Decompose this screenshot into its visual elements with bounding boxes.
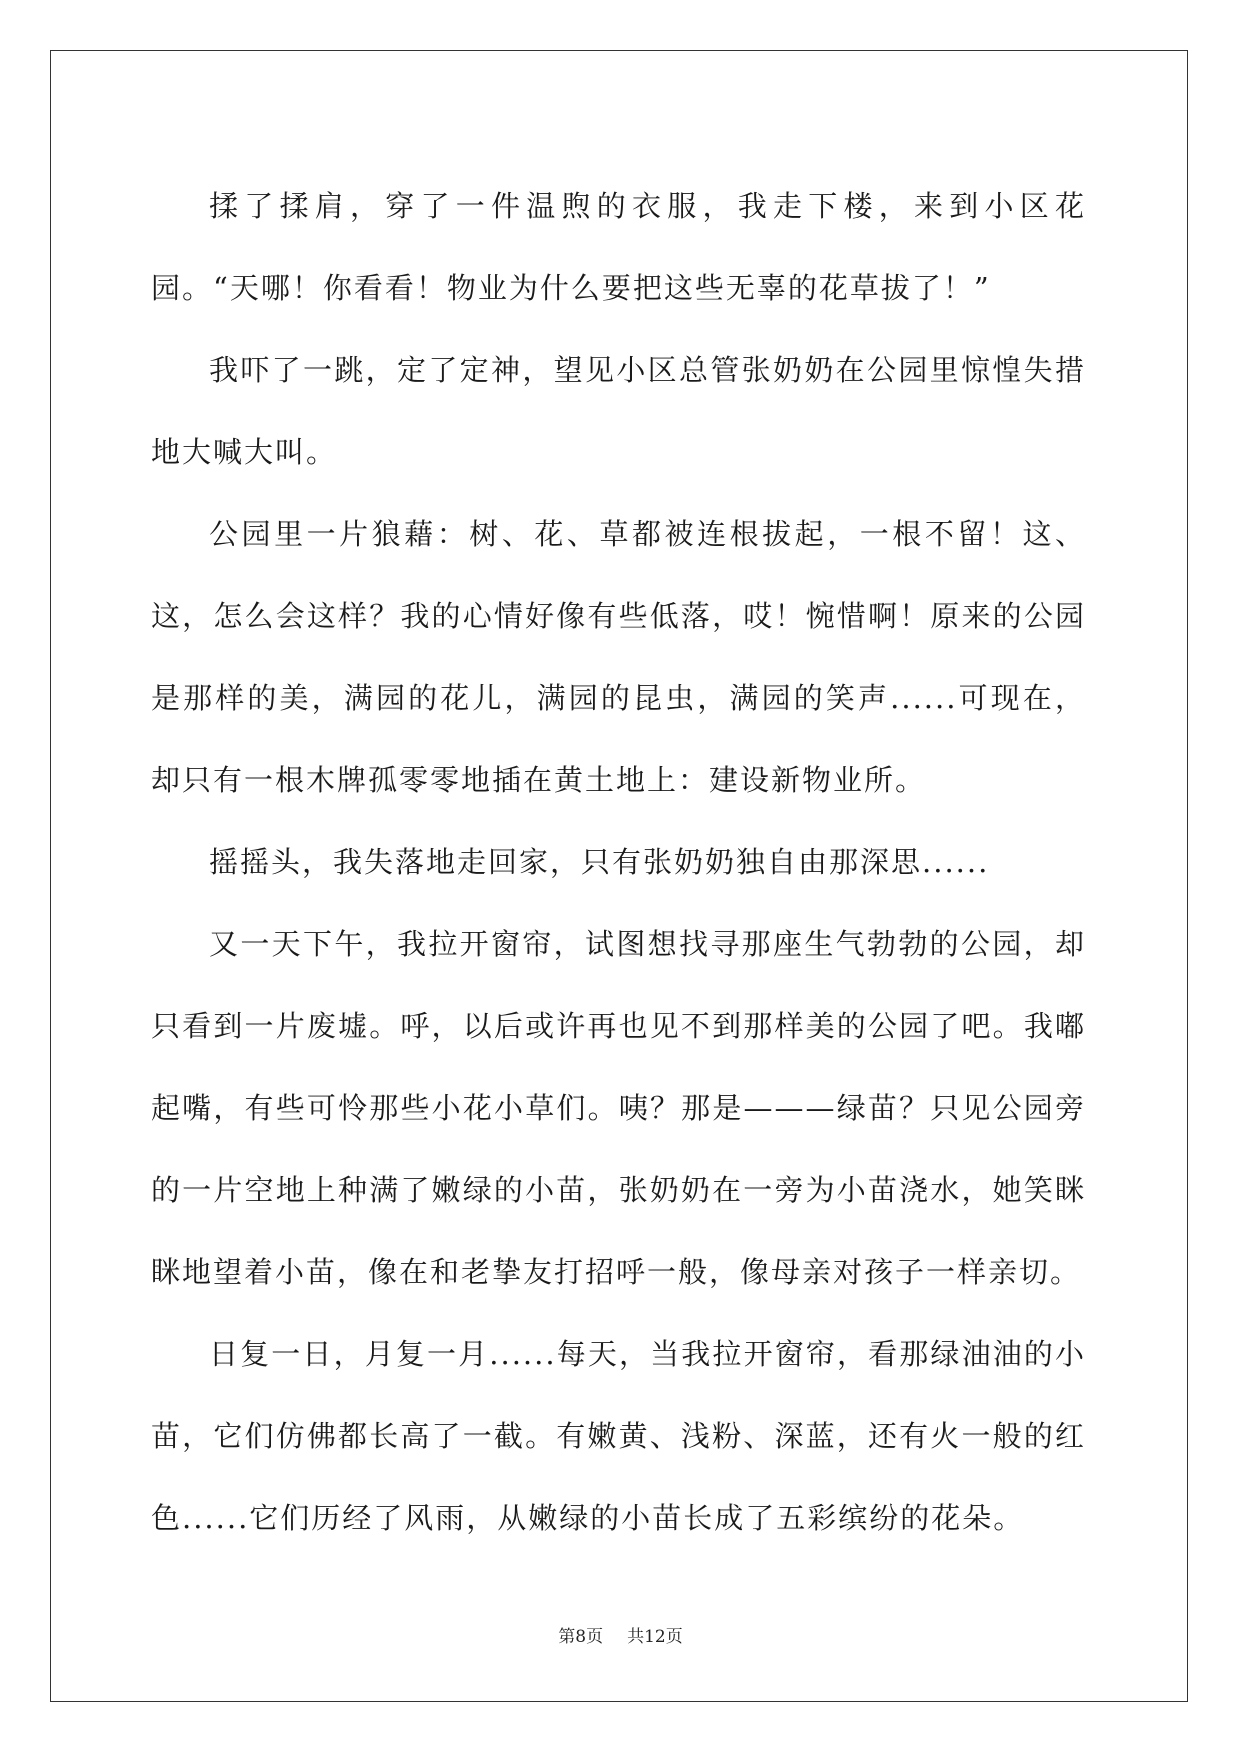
paragraph: 公园里一片狼藉：树、花、草都被连根拔起，一根不留！这、这，怎么会这样？我的心情好像有些低落，哎！惋惜啊！原来的公园是那样的美，满园的花儿，满园的昆虫，满园的笑声......可现在，却只有一根木牌孤零零地插在黄土地上：建设新物业所。	[151, 517, 1086, 797]
paragraph: 揉了揉肩，穿了一件温煦的衣服，我走下楼，来到小区花园。“天哪！你看看！物业为什么要把这些无辜的花草拔了！”	[151, 189, 1086, 305]
paragraph: 又一天下午，我拉开窗帘，试图想找寻那座生气勃勃的公园，却只看到一片废墟。呼，以后或许再也见不到那样美的公园了吧。我嘟起嘴，有些可怜那些小花小草们。咦？那是———绿苗？只见公园旁的一片空地上种满了嫩绿的小苗，张奶奶在一旁为小苗浇水，她笑眯眯地望着小苗，像在和老挚友打招呼一般，像母亲对孩子一样亲切。	[151, 927, 1086, 1289]
paragraph: 摇摇头，我失落地走回家，只有张奶奶独自由那深思......	[209, 845, 990, 879]
page-total: 共12页	[627, 1627, 683, 1647]
page-footer	[0, 1622, 1241, 1647]
paragraph: 日复一日，月复一月......每天，当我拉开窗帘，看那绿油油的小苗，它们仿佛都长高了一截。有嫩黄、浅粉、深蓝，还有火一般的红色......它们历经了风雨，从嫩绿的小苗长成了五彩缤纷的花朵。	[151, 1337, 1086, 1535]
document-body	[151, 165, 1086, 1559]
paragraph: 我吓了一跳，定了定神，望见小区总管张奶奶在公园里惊惶失措地大喊大叫。	[151, 353, 1086, 469]
page-number: 第8页	[558, 1627, 604, 1647]
